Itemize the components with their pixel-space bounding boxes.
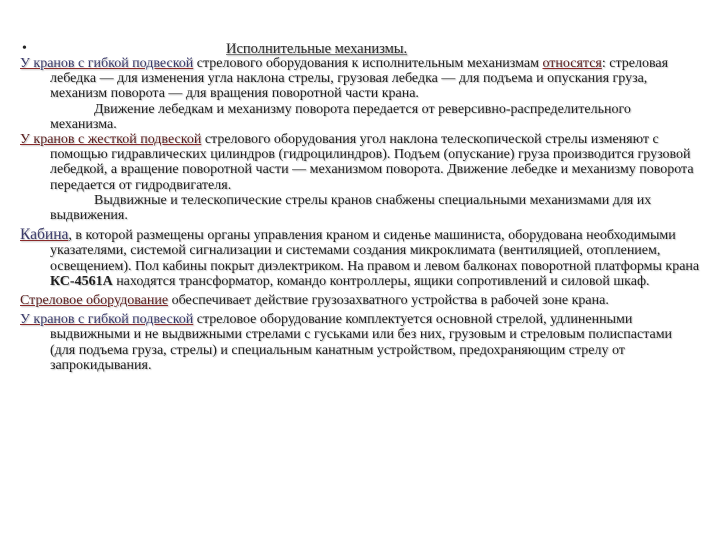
paragraph-rigid-suspension bbox=[20, 132, 700, 193]
slide-title-dot: . bbox=[403, 41, 408, 57]
bullet-icon: • bbox=[22, 41, 27, 56]
paragraph-text: обеспечивает действие грузозахватного устройства в рабочей зоне крана. bbox=[168, 293, 609, 309]
slide-body bbox=[20, 56, 700, 373]
paragraph-boom-equipment bbox=[20, 293, 700, 308]
keyword-cabin: Кабина bbox=[20, 226, 69, 244]
paragraph-text: : стреловая лебедка — для изменения угла наклона стрелы, грузовая лебедка — для подъема и опускания груза, механизм поворота — для вращения поворотной части крана. bbox=[50, 56, 669, 102]
paragraph-motion-transfer: Движение лебедкам и механизму поворота передается от реверсивно-распределительного механизма. bbox=[50, 101, 631, 132]
paragraph-flexible-suspension-boom bbox=[20, 312, 700, 373]
keyword-belong: относятся bbox=[542, 56, 602, 71]
paragraph-text: стрелового оборудования к исполнительным механизмам bbox=[193, 56, 543, 71]
paragraph-cabin bbox=[20, 227, 700, 289]
paragraph-text: стрелового оборудования угол наклона телескопической стрелы изменяют с помощью гидравлических цилиндров (гидроцилиндров). Подъем (опускание) груза производится грузовой лебедкой, а вращение поворотной части — механизмом поворота. Движение лебедке и механизму поворота передается от гидродвигателя. bbox=[50, 132, 694, 193]
paragraph-text: , в которой размещены органы управления краном и сиденье машиниста, оборудована необходимыми указателями, системой сигнализации и системами создания микроклимата (вентиляцией, отоплением, освещением). Пол кабины покрыт диэлектриком. На правом и левом балконах поворотной платформы крана bbox=[50, 228, 700, 274]
crane-model: КС-4561А bbox=[50, 273, 113, 289]
keyword-flexible-suspension: У кранов с гибкой подвеской bbox=[20, 312, 194, 328]
paragraph-telescopic-booms: Выдвижные и телескопические стрелы кранов снабжены специальными механизмами для их выдвижения. bbox=[50, 192, 652, 224]
keyword-flexible-suspension: У кранов с гибкой подвеской bbox=[20, 56, 194, 71]
slide-title-text: Исполнительные механизмы bbox=[226, 41, 404, 57]
paragraph-flexible-suspension bbox=[20, 56, 700, 102]
paragraph-text: стреловое оборудование комплектуется основной стрелой, удлиненными выдвижными и не выдвижными стрелами с гуськами или без них, грузовым и стреловым полиспастами (для подъема груза, стрелы) и специальным канатным устройством, предохраняющим стрелу от запрокидывания. bbox=[50, 312, 673, 373]
paragraph-text: находятся трансформатор, командо контроллеры, ящики сопротивлений и силовой шкаф. bbox=[112, 273, 650, 289]
keyword-rigid-suspension: У кранов с жесткой подвеской bbox=[20, 132, 202, 148]
keyword-boom-equipment: Стреловое оборудование bbox=[20, 293, 169, 309]
